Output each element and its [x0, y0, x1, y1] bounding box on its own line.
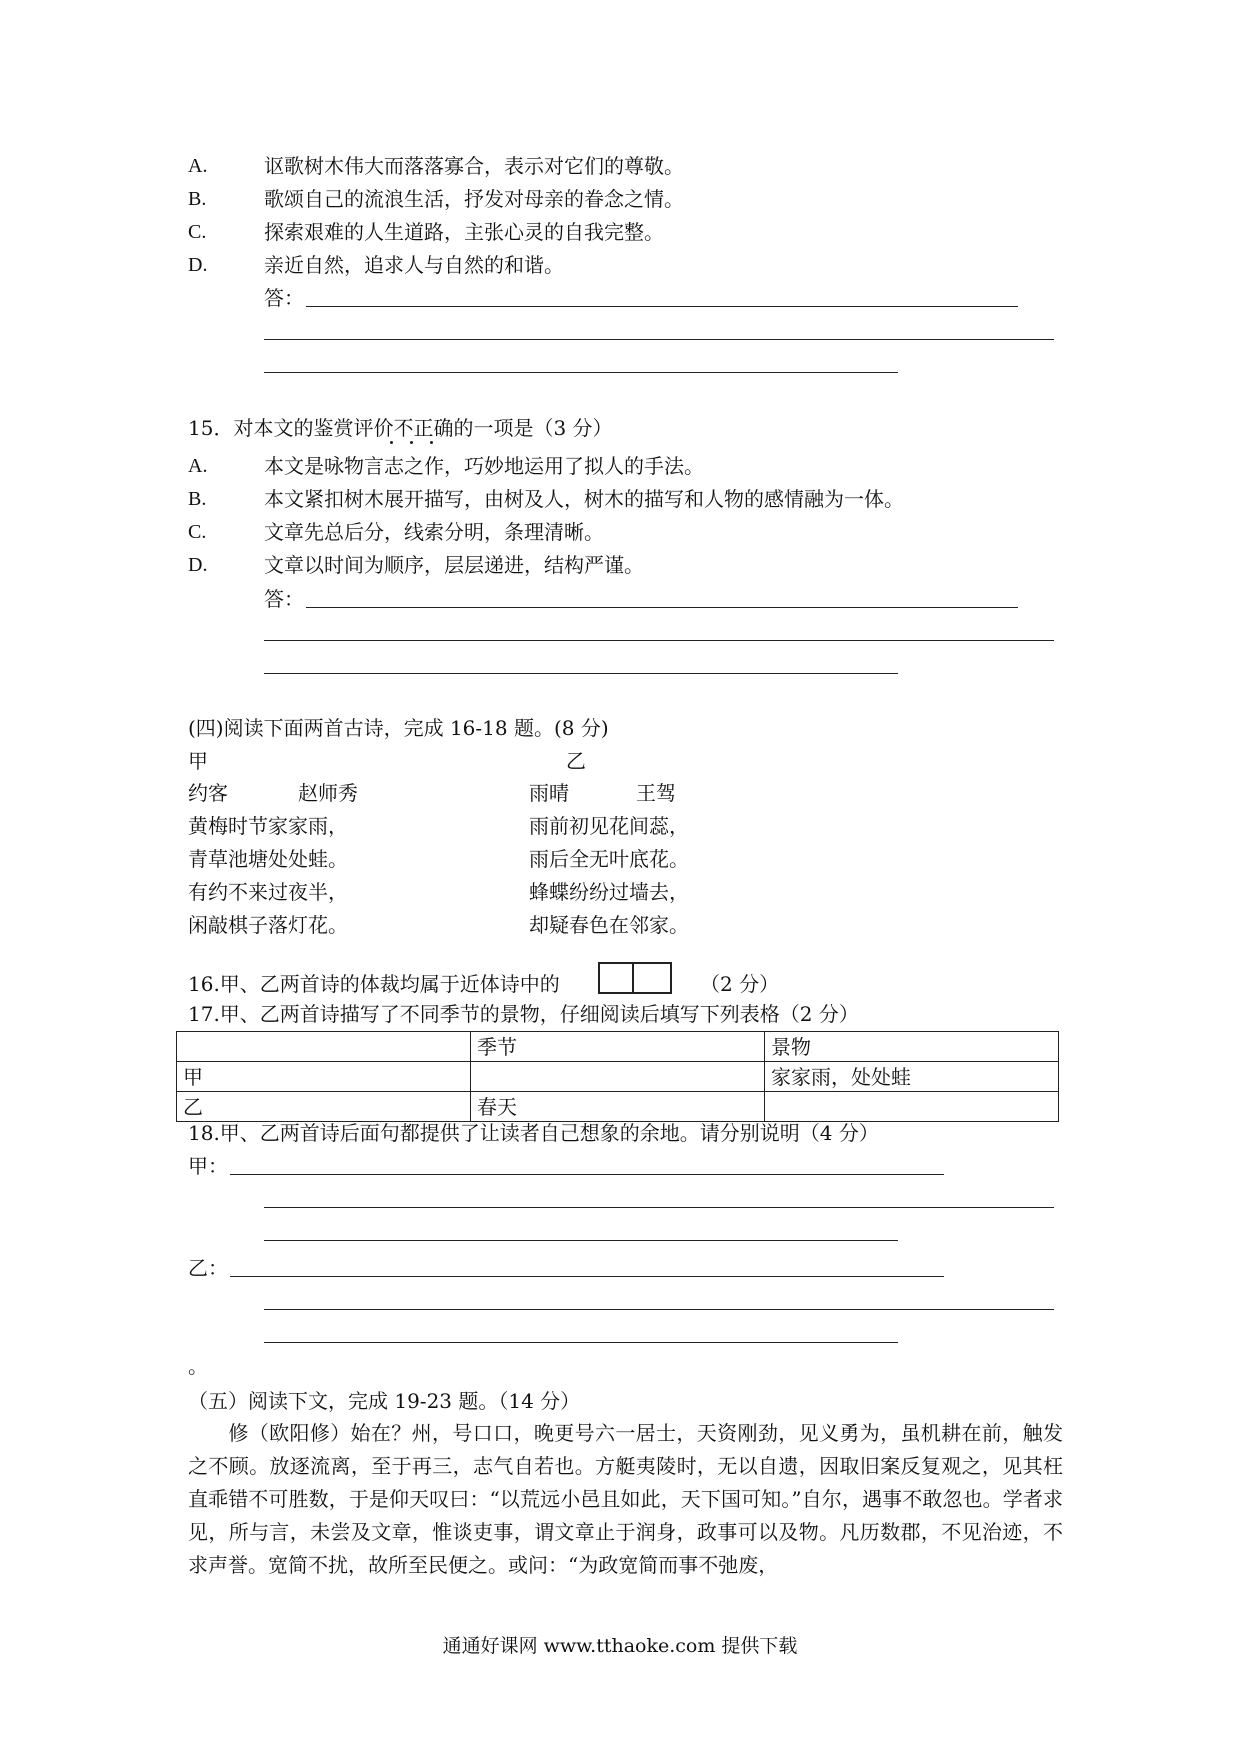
q18-a-answer-line-1[interactable]	[230, 1174, 944, 1175]
q15-stem	[188, 416, 613, 440]
q15-stem-emphasis: 不正确	[393, 416, 454, 440]
q15-option-b-text: 本文紧扣树木展开描写，由树及人，树木的描写和人物的感情融为一体。	[264, 487, 904, 511]
q18-label-a: 甲：	[188, 1154, 228, 1178]
q14-option-d-text: 亲近自然，追求人与自然的和谐。	[264, 253, 564, 277]
q18-a-answer-line-2[interactable]	[264, 1207, 1054, 1208]
table-header-row	[177, 1032, 1059, 1062]
table-row	[177, 1092, 1059, 1122]
q14-answer-label: 答：	[264, 286, 304, 310]
section5-heading: （五）阅读下文，完成 19-23 题。（14 分）	[188, 1389, 581, 1413]
table-header-cell: 季节	[471, 1032, 765, 1062]
table-header-cell	[177, 1032, 471, 1062]
q15-answer-line-3[interactable]	[264, 673, 898, 674]
q14-answer-line-2[interactable]	[264, 339, 1054, 340]
poem-a-line: 青草池塘处处蛙。	[188, 847, 348, 871]
emphasis-dot	[430, 441, 433, 444]
q15-option-b-letter: B.	[188, 488, 207, 510]
q18-b-answer-line-1[interactable]	[230, 1276, 944, 1277]
q15-option-a-text: 本文是咏物言志之作，巧妙地运用了拟人的手法。	[264, 454, 704, 478]
emphasis-dot	[410, 441, 413, 444]
table-row	[177, 1062, 1059, 1092]
q15-answer-label: 答：	[264, 587, 304, 611]
section5-passage-text: 修（欧阳修）始在？州，号口口，晚更号六一居士，天资刚劲，见义勇为，虽机耕在前，触发之不顾。放逐流离，至于再三，志气自若也。方艇夷陵时，无以自遗，因取旧案反复观之，见其枉直乖错不可胜数，于是仰天叹曰：“以荒远小邑且如此，天下国可知。”自尔，遇事不敢忽也。学者求见，所与言，未尝及文章，惟谈吏事，谓文章止于润身，政事可以及物。凡历数郡，不见治迹，不求声誉。宽简不扰，故所至民便之。或问：“为政宽简而事不弛废，	[188, 1421, 1063, 1577]
emphasis-dot	[390, 441, 393, 444]
q14-option-c-text: 探索艰难的人生道路，主张心灵的自我完整。	[264, 220, 664, 244]
q15-stem-before: 15．对本文的鉴赏评价	[188, 416, 394, 440]
q15-option-c-text: 文章先总后分，线索分明，条理清晰。	[264, 520, 604, 544]
poem-b-author: 王驾	[636, 781, 676, 805]
q18-b-answer-line-2[interactable]	[264, 1309, 1054, 1310]
poem-a-line: 闲敲棋子落灯花。	[188, 913, 348, 937]
q18-a-answer-line-3[interactable]	[264, 1240, 898, 1241]
q18-b-answer-line-3[interactable]	[264, 1342, 898, 1343]
poem-b-line: 雨后全无叶底花。	[529, 847, 689, 871]
stray-punctuation: 。	[188, 1354, 208, 1378]
table-cell-answer[interactable]	[471, 1062, 765, 1092]
section5-passage	[188, 1417, 1063, 1582]
table-cell-answer[interactable]	[765, 1092, 1059, 1122]
q16-answer-box-2[interactable]	[632, 962, 672, 994]
poem-a-author: 赵师秀	[298, 781, 358, 805]
poem-a-line: 有约不来过夜半，	[188, 880, 348, 904]
q14-option-d-letter: D.	[188, 254, 208, 276]
q18-label-b: 乙：	[188, 1256, 228, 1280]
q16-score: （2 分）	[700, 972, 780, 996]
poem-b-line: 雨前初见花间蕊，	[529, 814, 689, 838]
poem-b-line: 却疑春色在邻家。	[529, 913, 689, 937]
poem-b-line: 蜂蝶纷纷过墙去，	[529, 880, 689, 904]
q14-option-b-text: 歌颂自己的流浪生活，抒发对母亲的眷念之情。	[264, 187, 684, 211]
q17-table	[176, 1031, 1059, 1122]
q15-stem-after: 的一项是（3 分）	[453, 416, 613, 440]
q15-option-d-letter: D.	[188, 554, 208, 576]
q16-text: 16.甲、乙两首诗的体裁均属于近体诗中的	[188, 972, 560, 996]
table-cell: 乙	[177, 1092, 471, 1122]
q14-option-b-letter: B.	[188, 188, 207, 210]
q14-answer-line-1[interactable]	[306, 306, 1018, 307]
q15-option-c-letter: C.	[188, 521, 207, 543]
q15-answer-line-1[interactable]	[306, 607, 1018, 608]
q14-answer-line-3[interactable]	[264, 372, 898, 373]
poem-a-marker: 甲	[188, 749, 208, 773]
q14-option-a-letter: A.	[188, 155, 208, 177]
table-header-cell: 景物	[765, 1032, 1059, 1062]
page-footer: 通通好课网 www.tthaoke.com 提供下载	[442, 1635, 798, 1657]
table-cell: 家家雨，处处蛙	[765, 1062, 1059, 1092]
q17-text: 17.甲、乙两首诗描写了不同季节的景物，仔细阅读后填写下列表格（2 分）	[188, 1002, 859, 1026]
poem-a-line: 黄梅时节家家雨，	[188, 814, 348, 838]
q15-answer-line-2[interactable]	[264, 640, 1054, 641]
table-cell: 春天	[471, 1092, 765, 1122]
q15-option-a-letter: A.	[188, 455, 208, 477]
poem-a-title: 约客	[188, 781, 228, 805]
q18-text: 18.甲、乙两首诗后面句都提供了让读者自己想象的余地。请分别说明（4 分）	[188, 1121, 879, 1145]
table-cell: 甲	[177, 1062, 471, 1092]
q16-answer-box-1[interactable]	[598, 962, 634, 994]
poem-b-marker: 乙	[566, 749, 586, 773]
q15-option-d-text: 文章以时间为顺序，层层递进，结构严谨。	[264, 553, 644, 577]
poem-b-title: 雨晴	[529, 781, 569, 805]
q14-option-c-letter: C.	[188, 221, 207, 243]
q14-option-a-text: 讴歌树木伟大而落落寡合，表示对它们的尊敬。	[264, 154, 684, 178]
section4-heading: (四)阅读下面两首古诗，完成 16-18 题。(8 分)	[188, 716, 609, 740]
